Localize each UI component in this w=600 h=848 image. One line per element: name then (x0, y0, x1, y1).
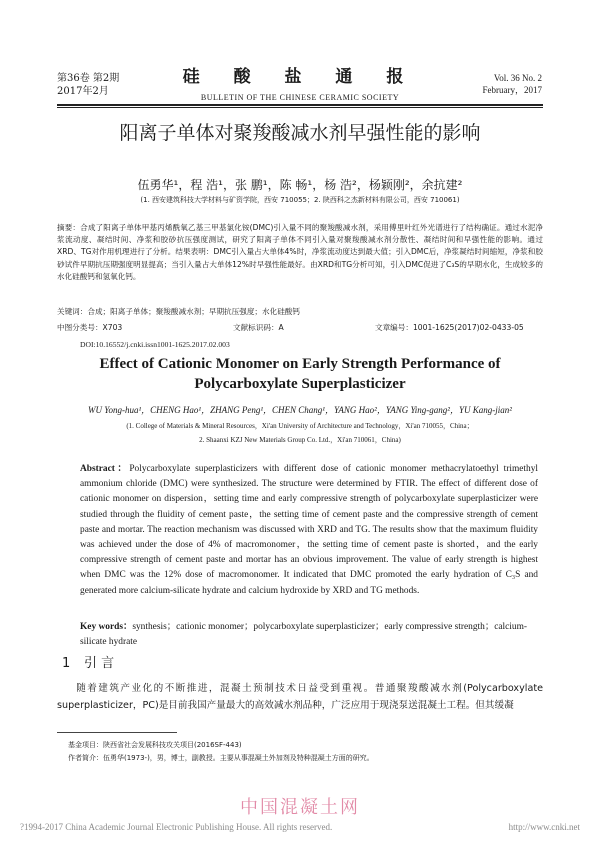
clc-number: 中图分类号：X703 (57, 323, 123, 332)
abstract-cn: 摘要：合成了阳离子单体甲基丙烯酰氧乙基三甲基氯化铵(DMC)引入量不同的聚羧酸减水剂，采用傅里叶红外光谱进行了结构确证。通过水泥净浆流动度、凝结时间、净浆和胶砂抗压强度测试，研究了阳离子单体不同引入量对聚羧酸减水剂分散性、凝结时间和早强性能的影响。通过XRD、TG对作用机理进行了分析。结果表明：DMC引入量占大单体4%时，净浆流动度达到最大值；引入DMC后，净浆凝结时间缩短，净浆和胶砂试件早期抗压期强度明显提高；当引入量占大单体12%时早强性能最好。由XRD和TG分析可知，引入DMC促进了C₃S的早期水化，生成较多的水化硅酸钙和氢氧化钙。 (57, 223, 543, 281)
header-rule-thin (57, 107, 543, 108)
header-volume-info-en (483, 72, 543, 96)
doi: DOI:10.16552/j.cnki.issn1001-1625.2017.02.003 (80, 340, 230, 349)
keywords-text: synthesis；cationic monomer；polycarboxylate superplasticizer；early compressive strength；calcium-silicate hydrate (80, 622, 528, 648)
footnote-rule (57, 732, 177, 733)
title-en-line-1: Effect of Cationic Monomer on Early Strength Performance of (99, 356, 501, 372)
affiliation-en-2: 2. Shaanxi KZJ New Materials Group Co. Ltd.，Xi'an 710061，China) (199, 436, 401, 444)
author-list-en: WU Yong-hua¹，CHENG Hao¹，ZHANG Peng¹，CHEN Chang¹，YANG Hao²，YANG Ying-gang²，YU Kang-jian² (88, 405, 512, 415)
abstract-text: Polycarboxylate superplasticizers with different dose of cationic monomer methacrylatoethyl trimethyl ammonium chloride (DMC) were synthesized. The structure were determined by FTIR. The effect of different dose of cationic monomer on dispersion，setting time and early compressive strength of polycarboxylate superplasticizer were studied through the fluidity of cement paste，the setting time of cement paste and the compressive strength of cement paste and mortar. The reaction mechanism was discussed with XRD and TG. The results show that the maximum fluidity was achieved under the dose of 4% of macromonomer，the setting time of cement paste is shorted，and the early compressive strength of cement paste and mortar has an obvious improvement. The value of early strength is highest when DMC was the 12% dose of macromonomer. It indicated that DMC promoted the early hydration of C₃S and generated more calcium-silicate hydrate and calcium hydroxide by XRD and TG methods. (80, 464, 539, 596)
article-number: 文章编号：1001-1625(2017)02-0433-05 (375, 323, 524, 332)
site-watermark: 中国混凝土网 (240, 797, 360, 818)
affiliation-en-1: (1. College of Materials & Mineral Resources，Xi'an University of Architecture and Technology，Xi'an 710055，China； (126, 422, 474, 430)
header-rule (57, 104, 543, 106)
journal-name-cn: 硅 酸 盐 通 报 (182, 67, 418, 87)
section-title: 引 言 (84, 656, 115, 671)
date-en: February，2017 (482, 85, 542, 95)
keywords-en (80, 620, 538, 650)
footer-url[interactable]: http://www.cnki.net (508, 822, 580, 832)
section-number: 1 (62, 656, 71, 671)
footnote-author: 作者简介：伍勇华(1973-)，男，博士，副教授。主要从事混凝土外加剂及特种混凝土方面的研究。 (68, 754, 374, 762)
copyright-text: ?1994-2017 China Academic Journal Electronic Publishing House. All rights reserved. (20, 822, 333, 832)
introduction-paragraph: 随着建筑产业化的不断推进，混凝土预制技术日益受到重视。普通聚羧酸减水剂(Polycarboxylate superplasticizer，PC)是目前我国产量最大的高效减水剂品种，广泛应用于现浇泵送混凝土工程。但其缓凝 (57, 683, 543, 711)
affiliation-cn: (1. 西安建筑科技大学材料与矿资学院，西安 710055；2. 陕西科之杰新材料有限公司，西安 710061) (140, 196, 460, 204)
keywords-cn: 关键词：合成；阳离子单体；聚羧酸减水剂；早期抗压强度；水化硅酸钙 (57, 307, 300, 316)
date-cn: 2017年2月 (57, 86, 109, 97)
copyright-footer (20, 822, 580, 832)
abstract-label: Abstract： (80, 464, 130, 474)
section-heading (62, 652, 114, 671)
title-en-line-2: Polycarboxylate Superplasticizer (194, 376, 406, 392)
article-title-en (0, 354, 600, 394)
article-title-cn: 阳离子单体对聚羧酸减水剂早强性能的影响 (119, 122, 481, 144)
author-list-cn: 伍勇华¹，程 浩¹，张 鹏¹，陈 畅¹，杨 浩²，杨颖刚²，余抗建² (137, 178, 463, 192)
keywords-label: Key words： (80, 622, 133, 632)
document-code: 文献标识码：A (233, 323, 284, 332)
affiliation-en (0, 419, 600, 447)
abstract-en (80, 462, 538, 599)
volume-issue-cn: 第36卷 第2期 (57, 73, 120, 84)
journal-name-en: BULLETIN OF THE CHINESE CERAMIC SOCIETY (200, 93, 400, 102)
footnote-fund: 基金项目：陕西省社会发展科技攻关项目(2016SF-443) (68, 741, 242, 749)
volume-issue-en: Vol. 36 No. 2 (493, 73, 542, 83)
